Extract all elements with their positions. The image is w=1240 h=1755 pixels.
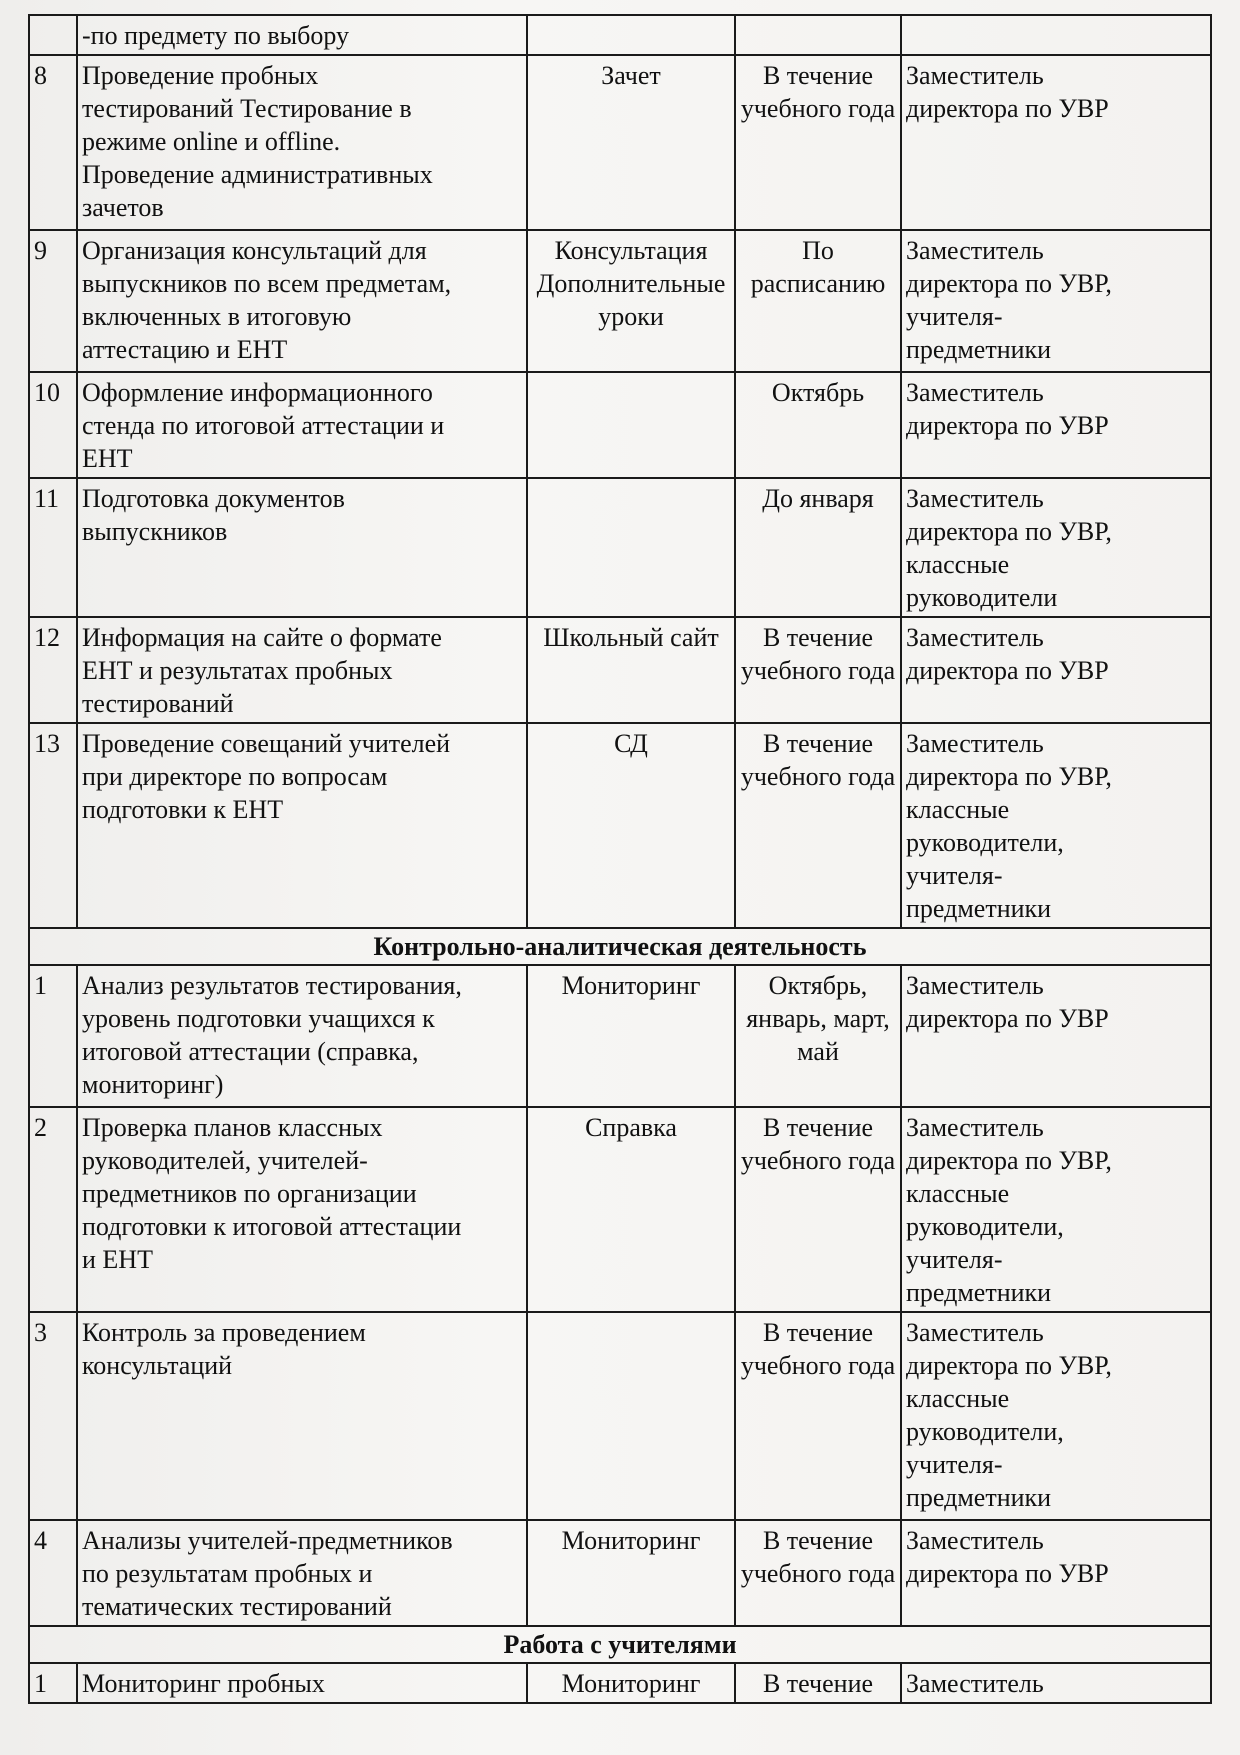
time-cell-text: В течение учебного года [740, 61, 896, 123]
row-number [29, 1520, 77, 1626]
task-cell [77, 1663, 527, 1703]
form-cell-text: Мониторинг [561, 1526, 701, 1555]
responsible-cell [901, 965, 1211, 1107]
table-row [29, 723, 1211, 928]
time-cell [735, 230, 901, 372]
time-cell-text: В течение учебного года [740, 1526, 896, 1588]
row-number [29, 230, 77, 372]
row-number [29, 723, 77, 928]
task-cell-text: Контроль за проведением консультаций [82, 1318, 366, 1380]
time-cell [735, 55, 901, 230]
responsible-cell [901, 230, 1211, 372]
task-cell-text: -по предмету по выбору [82, 21, 349, 50]
row-number-text: 10 [34, 378, 60, 407]
row-number [29, 1312, 77, 1520]
table-row [29, 15, 1211, 55]
row-number [29, 55, 77, 230]
time-cell-text: В течение учебного года [740, 1318, 896, 1380]
form-cell [527, 617, 735, 723]
table-row [29, 372, 1211, 478]
section-title: Работа с учителями [29, 1626, 1211, 1663]
row-number-text: 1 [34, 971, 47, 1000]
task-cell-text: Анализы учителей-предметников по результатам пробных и тематических тестирований [82, 1526, 453, 1621]
responsible-cell [901, 1520, 1211, 1626]
plan-table [28, 14, 1212, 1704]
form-cell [527, 478, 735, 617]
form-cell-text: Школьный сайт [543, 623, 719, 652]
table-row [29, 1663, 1211, 1703]
form-cell-text: Консультация Дополнительные уроки [536, 236, 726, 331]
row-number-text: 4 [34, 1526, 47, 1555]
time-cell-text: По расписанию [750, 236, 886, 298]
time-cell [735, 15, 901, 55]
responsible-cell-text: Заместитель директора по УВР, классные руководители [906, 484, 1112, 612]
time-cell [735, 617, 901, 723]
task-cell-text: Организация консультаций для выпускников по всем предметам, включенных в итоговую аттестацию и ЕНТ [82, 236, 452, 364]
row-number [29, 1663, 77, 1703]
responsible-cell [901, 617, 1211, 723]
form-cell-text: СД [614, 729, 648, 758]
task-cell-text: Проведение совещаний учителей при директоре по вопросам подготовки к ЕНТ [82, 729, 451, 824]
responsible-cell [901, 1663, 1211, 1703]
row-number-text: 12 [34, 623, 60, 652]
task-cell-text: Анализ результатов тестирования, уровень подготовки учащихся к итоговой аттестации (справка, мониторинг) [82, 971, 462, 1099]
task-cell-text: Мониторинг пробных [82, 1669, 325, 1698]
form-cell [527, 965, 735, 1107]
time-cell [735, 1312, 901, 1520]
task-cell [77, 617, 527, 723]
time-cell [735, 372, 901, 478]
plan-table-body [29, 15, 1211, 1703]
table-row [29, 1520, 1211, 1626]
time-cell-text: В течение [762, 1669, 874, 1698]
time-cell-text: До января [762, 484, 874, 513]
task-cell-text: Подготовка документов выпускников [82, 484, 345, 546]
time-cell-text: В течение учебного года [740, 729, 896, 791]
form-cell-text: Мониторинг [561, 971, 701, 1000]
table-row [29, 478, 1211, 617]
time-cell [735, 723, 901, 928]
form-cell [527, 1312, 735, 1520]
table-row [29, 617, 1211, 723]
row-number [29, 478, 77, 617]
time-cell [735, 965, 901, 1107]
row-number-text: 3 [34, 1318, 47, 1347]
row-number [29, 372, 77, 478]
row-number-text: 11 [34, 484, 60, 513]
time-cell [735, 1107, 901, 1312]
form-cell [527, 55, 735, 230]
form-cell [527, 15, 735, 55]
task-cell [77, 55, 527, 230]
task-cell [77, 478, 527, 617]
responsible-cell [901, 723, 1211, 928]
responsible-cell [901, 1312, 1211, 1520]
form-cell-text: Зачет [601, 61, 661, 90]
time-cell-text: В течение учебного года [740, 1113, 896, 1175]
form-cell-text: Мониторинг [561, 1669, 701, 1698]
task-cell [77, 1107, 527, 1312]
table-row [29, 1312, 1211, 1520]
time-cell [735, 1663, 901, 1703]
form-cell [527, 372, 735, 478]
task-cell [77, 372, 527, 478]
row-number [29, 15, 77, 55]
responsible-cell-text: Заместитель [906, 1669, 1044, 1698]
time-cell-text: Октябрь [771, 378, 865, 407]
form-cell [527, 1663, 735, 1703]
row-number-text: 8 [34, 61, 47, 90]
row-number-text: 2 [34, 1113, 47, 1142]
responsible-cell-text: Заместитель директора по УВР [906, 1526, 1109, 1588]
task-cell-text: Информация на сайте о формате ЕНТ и результатах пробных тестирований [82, 623, 442, 718]
responsible-cell [901, 55, 1211, 230]
row-number-text: 1 [34, 1669, 47, 1698]
task-cell [77, 15, 527, 55]
responsible-cell-text: Заместитель директора по УВР, классные руководители, учителя- предметники [906, 1113, 1112, 1307]
form-cell [527, 1520, 735, 1626]
row-number-text: 9 [34, 236, 47, 265]
responsible-cell-text: Заместитель директора по УВР, классные руководители, учителя- предметники [906, 1318, 1112, 1512]
responsible-cell-text: Заместитель директора по УВР [906, 378, 1109, 440]
table-row [29, 230, 1211, 372]
responsible-cell-text: Заместитель директора по УВР [906, 623, 1109, 685]
section-title: Контрольно-аналитическая деятельность [29, 928, 1211, 965]
task-cell [77, 965, 527, 1107]
responsible-cell-text: Заместитель директора по УВР, учителя- предметники [906, 236, 1112, 364]
responsible-cell [901, 372, 1211, 478]
row-number [29, 617, 77, 723]
row-number [29, 1107, 77, 1312]
table-row [29, 55, 1211, 230]
responsible-cell [901, 15, 1211, 55]
task-cell-text: Оформление информационного стенда по итоговой аттестации и ЕНТ [82, 378, 445, 473]
form-cell [527, 230, 735, 372]
table-row [29, 1107, 1211, 1312]
table-row [29, 965, 1211, 1107]
form-cell-text: Справка [585, 1113, 677, 1142]
responsible-cell [901, 1107, 1211, 1312]
task-cell [77, 723, 527, 928]
responsible-cell [901, 478, 1211, 617]
task-cell [77, 1312, 527, 1520]
time-cell [735, 478, 901, 617]
time-cell-text: Октябрь, январь, март, май [746, 971, 890, 1066]
task-cell [77, 230, 527, 372]
responsible-cell-text: Заместитель директора по УВР [906, 61, 1109, 123]
row-number-text: 13 [34, 729, 60, 758]
task-cell [77, 1520, 527, 1626]
form-cell [527, 1107, 735, 1312]
time-cell-text: В течение учебного года [740, 623, 896, 685]
form-cell [527, 723, 735, 928]
task-cell-text: Проведение пробных тестирований Тестирование в режиме online и offline. Проведение административных зачетов [82, 61, 433, 222]
task-cell-text: Проверка планов классных руководителей, учителей- предметников по организации подготовки к итоговой аттестации и ЕНТ [82, 1113, 462, 1274]
responsible-cell-text: Заместитель директора по УВР [906, 971, 1109, 1033]
section-header-row [29, 1626, 1211, 1663]
section-header-row [29, 928, 1211, 965]
responsible-cell-text: Заместитель директора по УВР, классные руководители, учителя- предметники [906, 729, 1112, 923]
row-number [29, 965, 77, 1107]
time-cell [735, 1520, 901, 1626]
